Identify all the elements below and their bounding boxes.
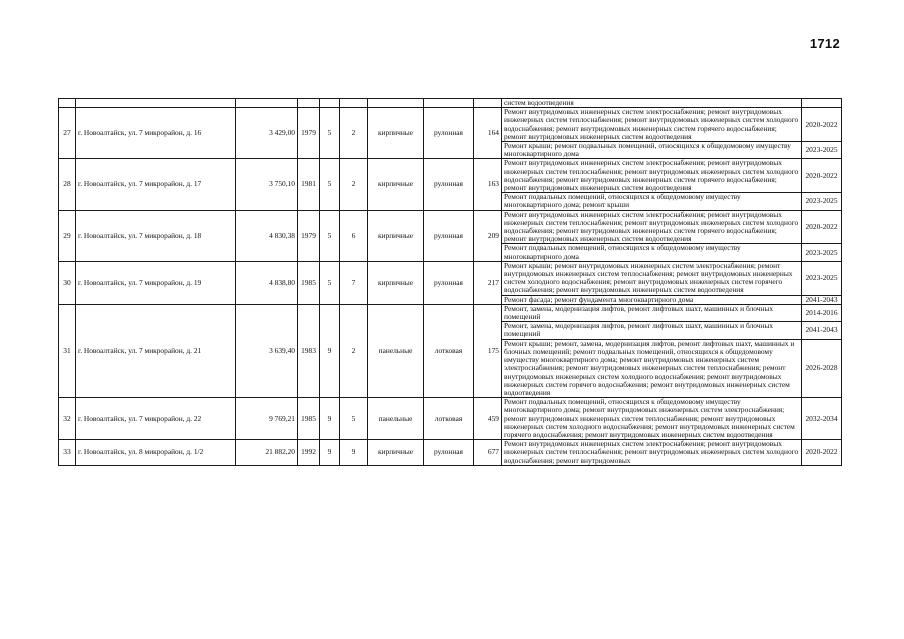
capital-repair-table (58, 98, 842, 466)
cell-period: 2020-2022 (802, 159, 842, 193)
cell-roof: рулонная (424, 210, 474, 261)
cell-num: 31 (59, 304, 76, 397)
cell-year: 1979 (298, 108, 320, 159)
cell-area: 4 830,38 (236, 210, 298, 261)
cell-year: 1992 (298, 440, 320, 466)
cell-floors: 5 (320, 210, 340, 261)
cell-area: 4 838,80 (236, 261, 298, 304)
cell-work: Ремонт крыши; ремонт подвальных помещений, относящихся к общедомовому имуществу многоквартирного дома (502, 142, 802, 159)
cell-entrances: 5 (340, 398, 368, 440)
cell-address: г. Новоалтайск, ул. 7 микрорайон, д. 22 (76, 398, 236, 440)
cell-period: 2032-2034 (802, 398, 842, 440)
cell-work: Ремонт, замена, модернизация лифтов, ремонт лифтовых шахт, машинных и блочных помещений (502, 304, 802, 321)
cell-roof: рулонная (424, 261, 474, 304)
cell-area: 3 639,40 (236, 304, 298, 397)
cell-walls: кирпичные (368, 261, 424, 304)
cell-period: 2020-2022 (802, 210, 842, 244)
table-row (59, 108, 842, 142)
cell-num: 30 (59, 261, 76, 304)
cell-count: 217 (474, 261, 502, 304)
cell-work: Ремонт подвальных помещений, относящихся к общедомовому имуществу многоквартирного дома; ремонт крыши (502, 193, 802, 210)
page-number: 1712 (809, 36, 840, 51)
cell-area: 9 769,21 (236, 398, 298, 440)
cell-address: г. Новоалтайск, ул. 7 микрорайон, д. 19 (76, 261, 236, 304)
cell-entrances: 6 (340, 210, 368, 261)
cell-walls: кирпичные (368, 210, 424, 261)
table-row (59, 440, 842, 466)
cell-period: 2026-2028 (802, 339, 842, 397)
cell-count (474, 99, 502, 108)
cell-area: 21 882,20 (236, 440, 298, 466)
cell-work: Ремонт крыши; ремонт, замена, модернизация лифтов, ремонт лифтовых шахт, машинных и блочных помещений; ремонт подвальных помещений, относящихся к общедомовому имуществу многоквартирного дома; ремонт внутридомовых инженерных систем электроснабжения; ремонт внутридомовых инженерных систем теплоснабжения; ремонт внутридомовых инженерных систем холодного водоснабжения; ремонт внутридомовых инженерных систем горячего водоснабжения; ремонт внутридомовых инженерных систем водоотведения (502, 339, 802, 397)
cell-entrances: 2 (340, 108, 368, 159)
table-row (59, 398, 842, 440)
cell-period: 2023-2025 (802, 244, 842, 261)
cell-count: 164 (474, 108, 502, 159)
cell-count: 175 (474, 304, 502, 397)
cell-entrances (340, 99, 368, 108)
cell-entrances: 2 (340, 304, 368, 397)
cell-period (802, 99, 842, 108)
cell-area (236, 99, 298, 108)
cell-floors: 5 (320, 108, 340, 159)
cell-year: 1985 (298, 261, 320, 304)
cell-address: г. Новоалтайск, ул. 7 микрорайон, д. 16 (76, 108, 236, 159)
cell-roof (424, 99, 474, 108)
table-row (59, 210, 842, 244)
cell-address: г. Новоалтайск, ул. 7 микрорайон, д. 17 (76, 159, 236, 210)
cell-num (59, 99, 76, 108)
table-row (59, 261, 842, 295)
cell-year (298, 99, 320, 108)
table-row (59, 159, 842, 193)
cell-area: 3 429,00 (236, 108, 298, 159)
cell-work: Ремонт внутридомовых инженерных систем электроснабжения; ремонт внутридомовых инженерных систем теплоснабжения; ремонт внутридомовых инженерных систем холодного водоснабжения; ремонт внутридомовых инженерных систем горячего водоснабжения; ремонт внутридомовых инженерных систем водоотведения (502, 210, 802, 244)
cell-period: 2020-2022 (802, 108, 842, 142)
cell-floors: 5 (320, 159, 340, 210)
cell-work: Ремонт внутридомовых инженерных систем электроснабжения; ремонт внутридомовых инженерных систем теплоснабжения; ремонт внутридомовых инженерных систем холодного водоснабжения; ремонт внутридомовых инженерных систем горячего водоснабжения; ремонт внутридомовых инженерных систем водоотведения (502, 159, 802, 193)
cell-work: Ремонт подвальных помещений, относящихся к общедомовому имуществу многоквартирного дома; ремонт внутридомовых инженерных систем электроснабжения; ремонт внутридомовых инженерных систем теплоснабжения; ремонт внутридомовых инженерных систем холодного водоснабжения; ремонт внутридомовых инженерных систем горячего водоснабжения; ремонт внутридомовых инженерных систем водоотведения (502, 398, 802, 440)
cell-walls: кирпичные (368, 108, 424, 159)
cell-floors: 5 (320, 261, 340, 304)
cell-period: 2041-2043 (802, 295, 842, 304)
cell-entrances: 9 (340, 440, 368, 466)
cell-address (76, 99, 236, 108)
cell-entrances: 7 (340, 261, 368, 304)
cell-period: 2020-2022 (802, 440, 842, 466)
cell-count: 677 (474, 440, 502, 466)
cell-period: 2023-2025 (802, 261, 842, 295)
cell-work: Ремонт подвальных помещений, относящихся к общедомовому имуществу многоквартирного дома (502, 244, 802, 261)
cell-work: Ремонт крыши; ремонт внутридомовых инженерных систем электроснабжения; ремонт внутридомовых инженерных систем теплоснабжения; ремонт внутридомовых инженерных систем холодного водоснабжения; ремонт внутридомовых инженерных систем горячего водоснабжения; ремонт внутридомовых инженерных систем водоотведения (502, 261, 802, 295)
cell-count: 163 (474, 159, 502, 210)
cell-walls: панельные (368, 304, 424, 397)
cell-address: г. Новоалтайск, ул. 7 микрорайон, д. 21 (76, 304, 236, 397)
cell-year: 1981 (298, 159, 320, 210)
cell-roof: рулонная (424, 159, 474, 210)
cell-year: 1983 (298, 304, 320, 397)
cell-period: 2023-2025 (802, 193, 842, 210)
cell-period: 2023-2025 (802, 142, 842, 159)
cell-walls (368, 99, 424, 108)
cell-year: 1985 (298, 398, 320, 440)
cell-year: 1979 (298, 210, 320, 261)
cell-num: 32 (59, 398, 76, 440)
cell-area: 3 750,10 (236, 159, 298, 210)
cell-floors: 9 (320, 440, 340, 466)
cell-address: г. Новоалтайск, ул. 7 микрорайон, д. 18 (76, 210, 236, 261)
cell-roof: лотковая (424, 304, 474, 397)
cell-entrances: 2 (340, 159, 368, 210)
cell-address: г. Новоалтайск, ул. 8 микрорайон, д. 1/2 (76, 440, 236, 466)
cell-num: 28 (59, 159, 76, 210)
cell-roof: рулонная (424, 108, 474, 159)
cell-num: 27 (59, 108, 76, 159)
cell-floors: 9 (320, 304, 340, 397)
table-row-continuation (59, 99, 842, 108)
cell-count: 209 (474, 210, 502, 261)
cell-roof: лотковая (424, 398, 474, 440)
table-row (59, 304, 842, 321)
cell-floors (320, 99, 340, 108)
cell-walls: панельные (368, 398, 424, 440)
cell-num: 33 (59, 440, 76, 466)
cell-walls: кирпичные (368, 440, 424, 466)
cell-work: Ремонт, замена, модернизация лифтов, ремонт лифтовых шахт, машинных и блочных помещений (502, 322, 802, 339)
cell-period: 2014-2016 (802, 304, 842, 321)
cell-work: систем водоотведения (502, 99, 802, 108)
table-body (59, 99, 842, 466)
cell-work: Ремонт внутридомовых инженерных систем электроснабжения; ремонт внутридомовых инженерных систем теплоснабжения; ремонт внутридомовых инженерных систем холодного водоснабжения; ремонт внутридомовых инженерных систем горячего водоснабжения; ремонт внутридомовых инженерных систем водоотведения (502, 108, 802, 142)
cell-work: Ремонт внутридомовых инженерных систем электроснабжения; ремонт внутридомовых инженерных систем теплоснабжения; ремонт внутридомовых инженерных систем холодного водоснабжения; ремонт внутридомовых (502, 440, 802, 466)
cell-count: 459 (474, 398, 502, 440)
cell-period: 2041-2043 (802, 322, 842, 339)
cell-walls: кирпичные (368, 159, 424, 210)
cell-num: 29 (59, 210, 76, 261)
cell-floors: 9 (320, 398, 340, 440)
cell-roof: рулонная (424, 440, 474, 466)
cell-work: Ремонт фасада; ремонт фундамента многоквартирного дома (502, 295, 802, 304)
